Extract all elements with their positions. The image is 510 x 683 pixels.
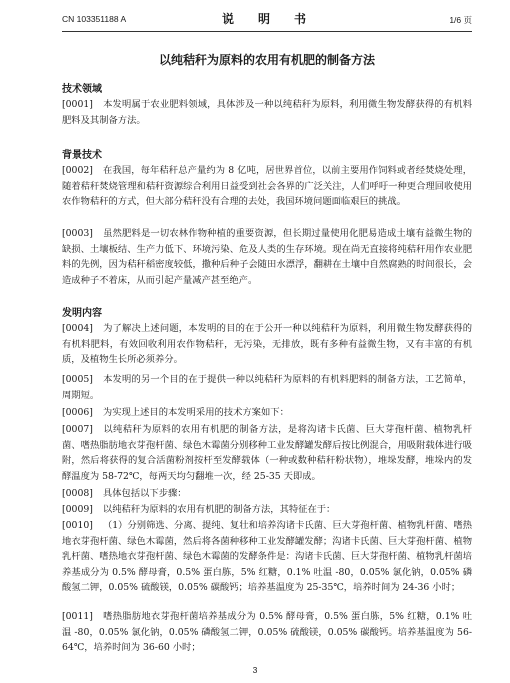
paragraph-text: 为实现上述目的本发明采用的技术方案如下： bbox=[102, 407, 289, 418]
paragraph-0011 bbox=[62, 609, 472, 656]
paragraph-0003 bbox=[62, 226, 472, 288]
document-title: 以纯秸秆为原料的农用有机肥的制备方法 bbox=[158, 53, 375, 67]
paragraph-text: 为了解决上述问题，本发明的目的在于公开一种以纯秸秆为原料，利用微生物发酵获得的有机料肥料，有效回收利用农作物秸秆，无污染，无排放，既有多种有益微生物，又有丰富的有机质，及植物生长所必须养分。 bbox=[62, 323, 472, 365]
header-divider bbox=[62, 31, 472, 32]
section-tech-field bbox=[62, 83, 472, 97]
paragraph-0008 bbox=[62, 486, 472, 502]
paragraph-0001 bbox=[62, 97, 472, 128]
paragraph-number: [0002] bbox=[62, 165, 93, 176]
paragraph-text: （1）分别筛选、分离、提纯、复壮和培养沟诸卡氏菌、巨大芽孢杆菌、植物乳杆菌、嗜热地衣芽孢杆菌、绿色木霉菌，然后将各菌种移种工业发酵罐发酵；沟诸卡氏菌、巨大芽孢杆菌、植物乳杆菌、嗜热地衣芽孢杆菌、绿色木霉菌的发酵条件是：沟诸卡氏菌、巨大芽孢杆菌、植物乳杆菌培养基成分为 0.5% 酵母膏，0.5% 蛋白胨，5% 红糖，0.1% 吐温 -80，0.05% 氯化钠，0.05% 磷酸氢二钾，0.05% 硫酸镁，0.05% 碳酸钙；培养基温度为 25-35℃，培养时间为 24-36 小时； bbox=[62, 520, 472, 593]
paragraph-0006 bbox=[62, 405, 472, 421]
paragraph-0004 bbox=[62, 321, 472, 368]
document-type: 说 明 书 bbox=[221, 12, 312, 26]
paragraph-number: [0010] bbox=[62, 520, 93, 531]
section-heading-tech-field: 技术领域 bbox=[62, 84, 102, 95]
section-background bbox=[62, 149, 472, 163]
section-summary bbox=[62, 307, 472, 321]
paragraph-text: 在我国，每年秸秆总产量约为 8 亿吨，居世界首位，以前主要用作饲料或者经焚烧处理，随着秸秆焚烧管理和秸秆资源综合利用日益受到社会各界的广泛关注，人们呼吁一种更合理回收使用农作物秸秆的方式，但大部分秸秆没有合理的去处，我国环境问题面临艰巨的挑战。 bbox=[62, 165, 472, 207]
paragraph-text: 嗜热脂肪地衣芽孢杆菌培养基成分为 0.5% 酵母膏，0.5% 蛋白胨，5% 红糖，0.1% 吐温 -80，0.05% 氯化钠，0.05% 磷酸氢二钾，0.05% 硫酸镁，0.05% 碳酸钙。培养基温度为 56-64℃，培养时间为 36-60 小时； bbox=[62, 611, 472, 653]
paragraph-number: [0005] bbox=[62, 374, 93, 385]
paragraph-number: [0004] bbox=[62, 323, 93, 334]
paragraph-number: [0006] bbox=[62, 407, 93, 418]
paragraph-text: 本发明的另一个目的在于提供一种以纯秸秆为原料的有机料肥料的制备方法，工艺简单，周期短。 bbox=[62, 374, 472, 401]
paragraph-text: 虽然肥料是一切农林作物种植的重要资源，但长期过量使用化肥易造成土壤有益微生物的缺损、土壤板结、生产力低下、环境污染、危及人类的生存环境。现在尚无直接将纯秸秆用作农业肥料的先例，因为秸秆稻密度较低，撒种后种子会随田水漂浮，翻耕在土壤中自然腐熟的时间很长，会造成种子不着床，从而引起产量减产甚至绝产。 bbox=[62, 228, 472, 286]
section-heading-background: 背景技术 bbox=[62, 150, 102, 161]
paragraph-number: [0009] bbox=[62, 504, 93, 515]
paragraph-text: 本发明属于农业肥料领域，具体涉及一种以纯秸秆为原料，利用微生物发酵获得的有机料肥料及其制备方法。 bbox=[62, 99, 472, 126]
paragraph-0009 bbox=[62, 502, 472, 518]
paragraph-text: 以纯秸秆为原料的农用有机肥的制备方法，是将沟诸卡氏菌、巨大芽孢杆菌、植物乳杆菌、嗜热脂肪地衣芽孢杆菌、绿色木霉菌分别移种工业发酵罐发酵后按比例混合，用吸附载体进行吸附，然后将获得的复合活菌粉剂按杆至发酵载体（一种或数种秸秆粉状物），堆垛发酵，堆垛内的发酵温度为 58-72℃，每两天均匀翻堆一次，经 25-35 天即成。 bbox=[62, 424, 472, 482]
paragraph-0007 bbox=[62, 422, 472, 484]
section-heading-summary: 发明内容 bbox=[62, 308, 102, 319]
paragraph-number: [0001] bbox=[62, 99, 93, 110]
paragraph-0005 bbox=[62, 372, 472, 403]
paragraph-0010 bbox=[62, 518, 472, 596]
publication-number: CN 103351188 A bbox=[62, 14, 127, 24]
page-header bbox=[62, 10, 472, 30]
paragraph-number: [0003] bbox=[62, 228, 93, 239]
paragraph-number: [0007] bbox=[62, 424, 93, 435]
paragraph-number: [0011] bbox=[62, 611, 93, 622]
paragraph-0002 bbox=[62, 163, 472, 210]
page-indicator: 1/6 页 bbox=[449, 15, 472, 25]
paragraph-number: [0008] bbox=[62, 488, 93, 499]
paragraph-text: 以纯秸秆为原料的农用有机肥的制备方法，其特征在于： bbox=[102, 504, 336, 515]
page-number: 3 bbox=[252, 665, 258, 675]
paragraph-text: 具体包括以下步骤： bbox=[102, 488, 187, 499]
